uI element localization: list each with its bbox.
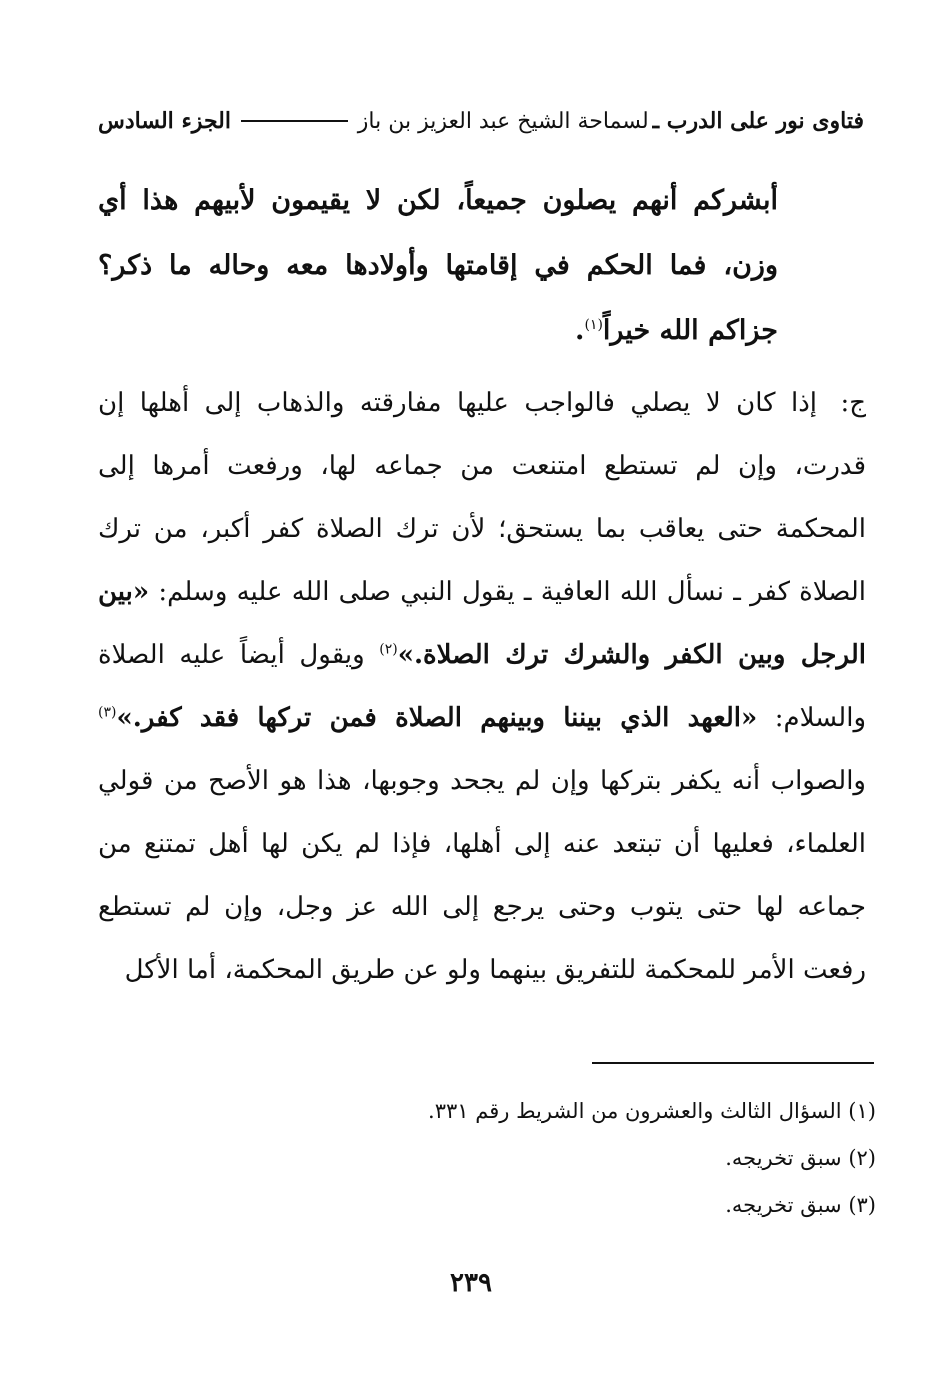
answer-part-1: إذا كان لا يصلي فالواجب عليها مفارقته والذهاب إلى أهلها إن قدرت، وإن لم تستطع امتنعت من جماعه لها، ورفعت أمرها إلى المحكمة حتى يعاقب بما يستحق؛ لأن ترك الصلاة كفر أكبر، من ترك الصلاة كفر ـ نسأل الله العافية ـ يقول النبي صلى الله عليه وسلم: [98,388,866,607]
footnote-2: (٢) سبق تخريجه. [725,1146,876,1170]
header-rule [241,120,348,122]
answer-text-block [98,372,866,1002]
answer-part-3: والصواب أنه يكفر بتركها وإن لم يجحد وجوبها، هذا هو الأصح من قولي العلماء، فعليها أن تبتعد عنه إلى أهلها، فإذا لم يكن لها أهل تمتنع من جماعه لها حتى يتوب وحتى يرجع إلى الله عز وجل، وإن لم تستطع رفعت الأمر للمحكمة للتفريق بينهما ولو عن طريق المحكمة، أما الأكل [98,766,866,985]
question-end: . [575,315,585,346]
answer-part-2: ويقول أيضاً عليه الصلاة والسلام: [98,640,867,733]
question-text: أبشركم أنهم يصلون جميعاً، لكن لا يقيمون لأبيهم هذا أي وزن، فما الحكم في إقامتها وأولادها معه وحاله ما ذكر؟ جزاكم الله خيراً [98,185,778,346]
footnote-separator [592,1062,874,1064]
hadith-quote-1: «بين الرجل وبين الكفر والشرك ترك الصلاة.» [98,577,866,670]
footnote-3: (٣) سبق تخريجه. [725,1193,876,1217]
running-header [98,104,864,138]
question-text-block [98,168,778,363]
hadith-quote-2: «العهد الذي بيننا وبينهم الصلاة فمن تركها فقد كفر.» [116,703,758,733]
header-book-title: فتاوى نور على الدرب ـ [652,108,864,134]
page-number: ٢٣٩ [450,1268,492,1298]
answer-prefix: ج: [840,388,867,418]
footnote-1: (١) السؤال الثالث والعشرون من الشريط رقم ٣٣١. [428,1099,876,1123]
footnote-ref-1[interactable]: (١) [584,317,603,333]
footnotes [98,1088,876,1229]
header-volume: الجزء السادس [98,108,231,134]
footnote-ref-2[interactable]: (٢) [379,641,398,658]
header-author: لسماحة الشيخ عبد العزيز بن باز [357,108,649,134]
footnote-ref-3[interactable]: (٣) [98,704,117,721]
